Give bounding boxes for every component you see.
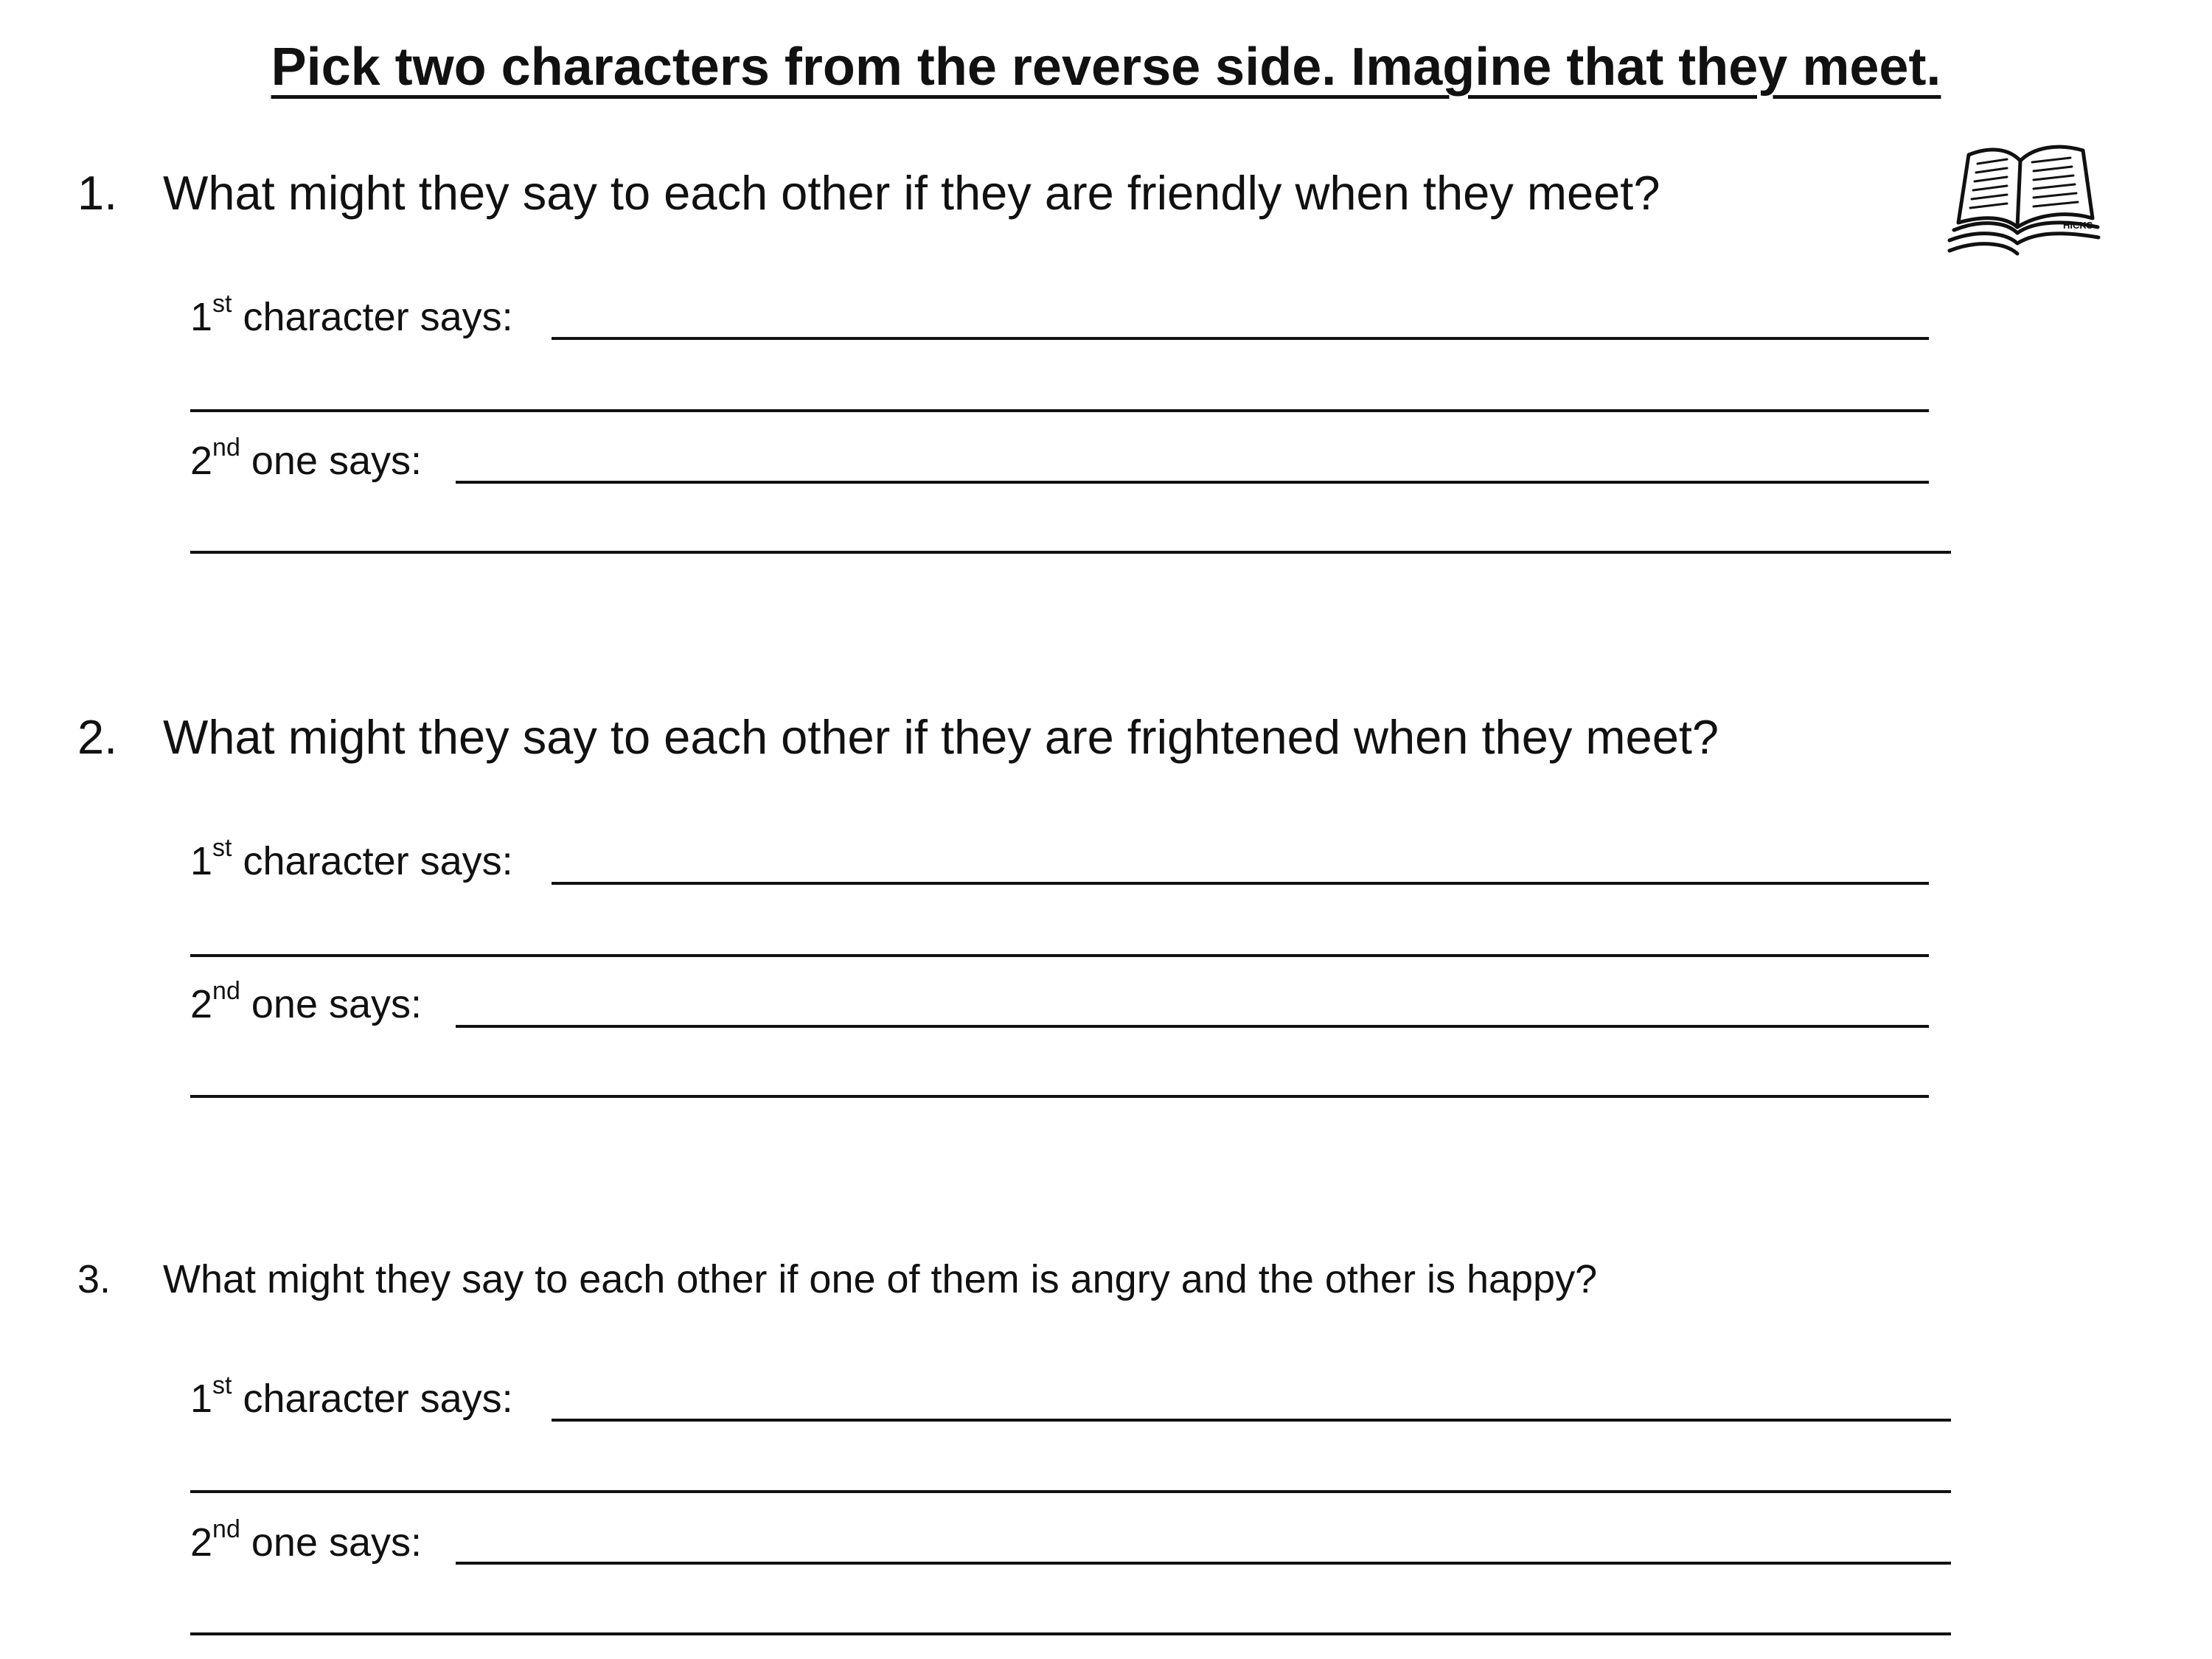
question-text: What might they say to each other if one of them is angry and the other is happy? [163,1257,1598,1301]
question-text: What might they say to each other if they are frightened when they meet? [163,710,1719,764]
answer-line[interactable] [190,551,1951,554]
answer-line[interactable] [552,337,1929,340]
answer-line[interactable] [190,409,1929,412]
open-book-icon [1947,133,2101,258]
second-character-label: 2nd one says: [190,977,422,1026]
answer-line[interactable] [456,1025,1929,1028]
worksheet-title: Pick two characters from the reverse side. Imagine that they meet. [271,38,1941,97]
first-character-label: 1st character says: [190,1371,513,1421]
answer-line[interactable] [190,954,1929,957]
answer-line[interactable] [552,1419,1951,1422]
first-character-label: 1st character says: [190,834,513,883]
question-number: 3. [77,1257,111,1301]
answer-line[interactable] [456,481,1929,484]
answer-line[interactable] [190,1095,1929,1098]
answer-line[interactable] [552,882,1929,885]
logo-mark: HICKS [2063,220,2093,231]
question-number: 1. [77,166,118,220]
second-character-label: 2nd one says: [190,1515,422,1565]
answer-line[interactable] [190,1490,1951,1493]
second-character-label: 2nd one says: [190,434,422,483]
answer-line[interactable] [456,1562,1951,1565]
first-character-label: 1st character says: [190,290,513,339]
question-number: 2. [77,710,118,764]
answer-line[interactable] [190,1632,1951,1635]
question-text: What might they say to each other if they are friendly when they meet? [163,166,1660,220]
